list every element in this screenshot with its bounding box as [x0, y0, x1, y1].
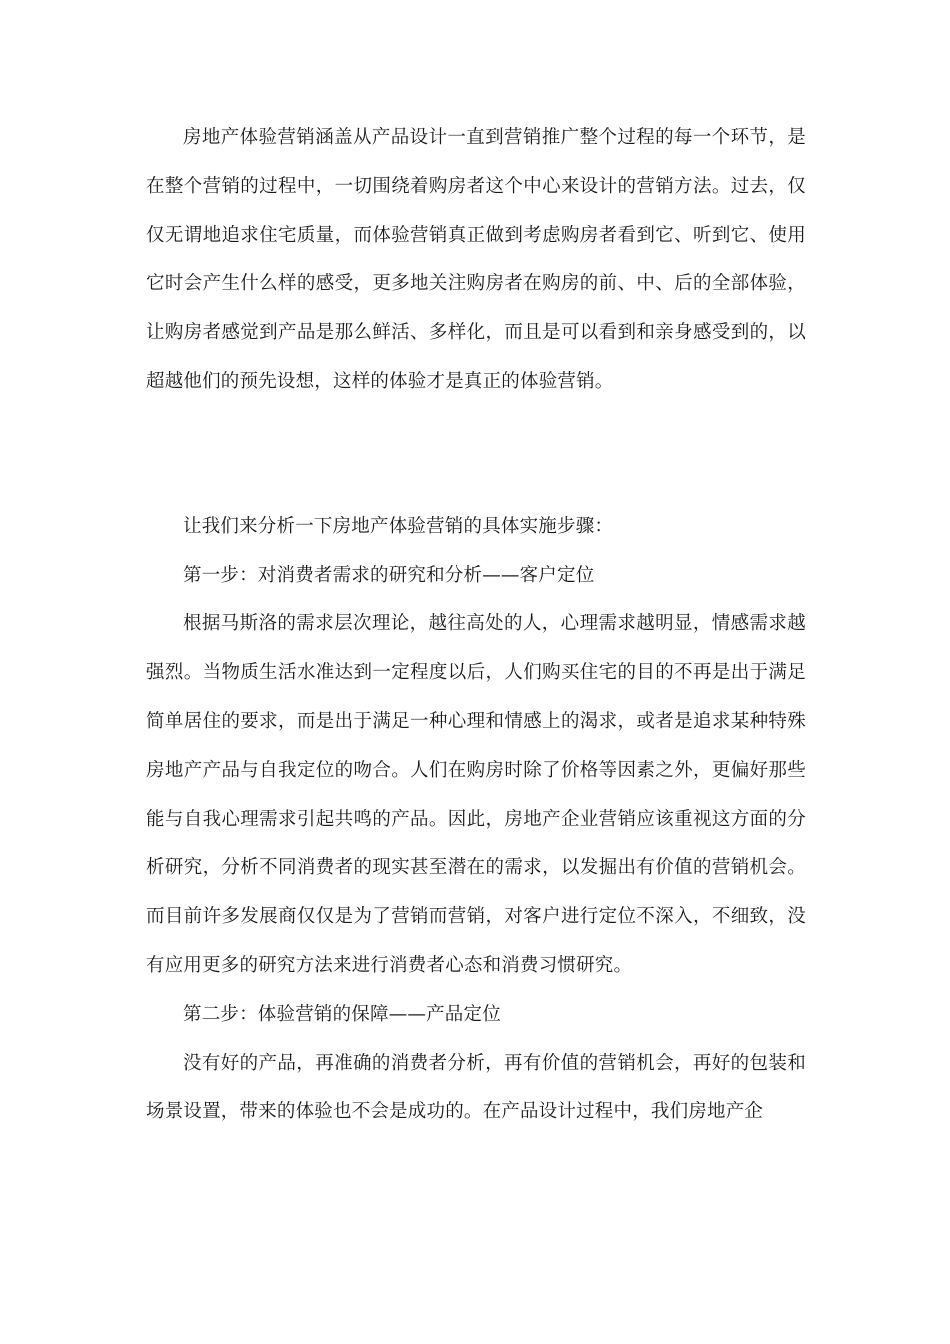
heading-step-one: 第一步：对消费者需求的研究和分析——客户定位: [183, 564, 595, 586]
document-body: [146, 114, 806, 1137]
paragraph-customer-positioning: 根据马斯洛的需求层次理论，越往高处的人，心理需求越明显，情感需求越强烈。当物质生活水准达到一定程度以后，人们购买住宅的目的不再是出于满足简单居住的要求，而是出于满足一种心理和情感上的渴求，或者是追求某种特殊房地产产品与自我定位的吻合。人们在购房时除了价格等因素之外，更偏好那些能与自我心理需求引起共鸣的产品。因此，房地产企业营销应该重视这方面的分析研究，分析不同消费者的现实甚至潜在的需求，以发掘出有价值的营销机会。而目前许多发展商仅仅是为了营销而营销，对客户进行定位不深入，不细致，没有应用更多的研究方法来进行消费者心态和消费习惯研究。: [146, 613, 806, 976]
paragraph-product-positioning: 没有好的产品，再准确的消费者分析，再有价值的营销机会，再好的包装和场景设置，带来的体验也不会是成功的。在产品设计过程中，我们房地产企: [146, 1052, 806, 1123]
heading-step-two: 第二步：体验营销的保障——产品定位: [183, 1003, 501, 1025]
paragraph-steps-intro: 让我们来分析一下房地产体验营销的具体实施步骤：: [183, 515, 614, 537]
paragraph-intro: 房地产体验营销涵盖从产品设计一直到营销推广整个过程的每一个环节，是在整个营销的过程中，一切围绕着购房者这个中心来设计的营销方法。过去，仅仅无谓地追求住宅质量，而体验营销真正做到考虑购房者看到它、听到它、使用它时会产生什么样的感受，更多地关注购房者在购房的前、中、后的全部体验，让购房者感觉到产品是那么鲜活、多样化，而且是可以看到和亲身感受到的，以超越他们的预先设想，这样的体验才是真正的体验营销。: [146, 127, 806, 392]
